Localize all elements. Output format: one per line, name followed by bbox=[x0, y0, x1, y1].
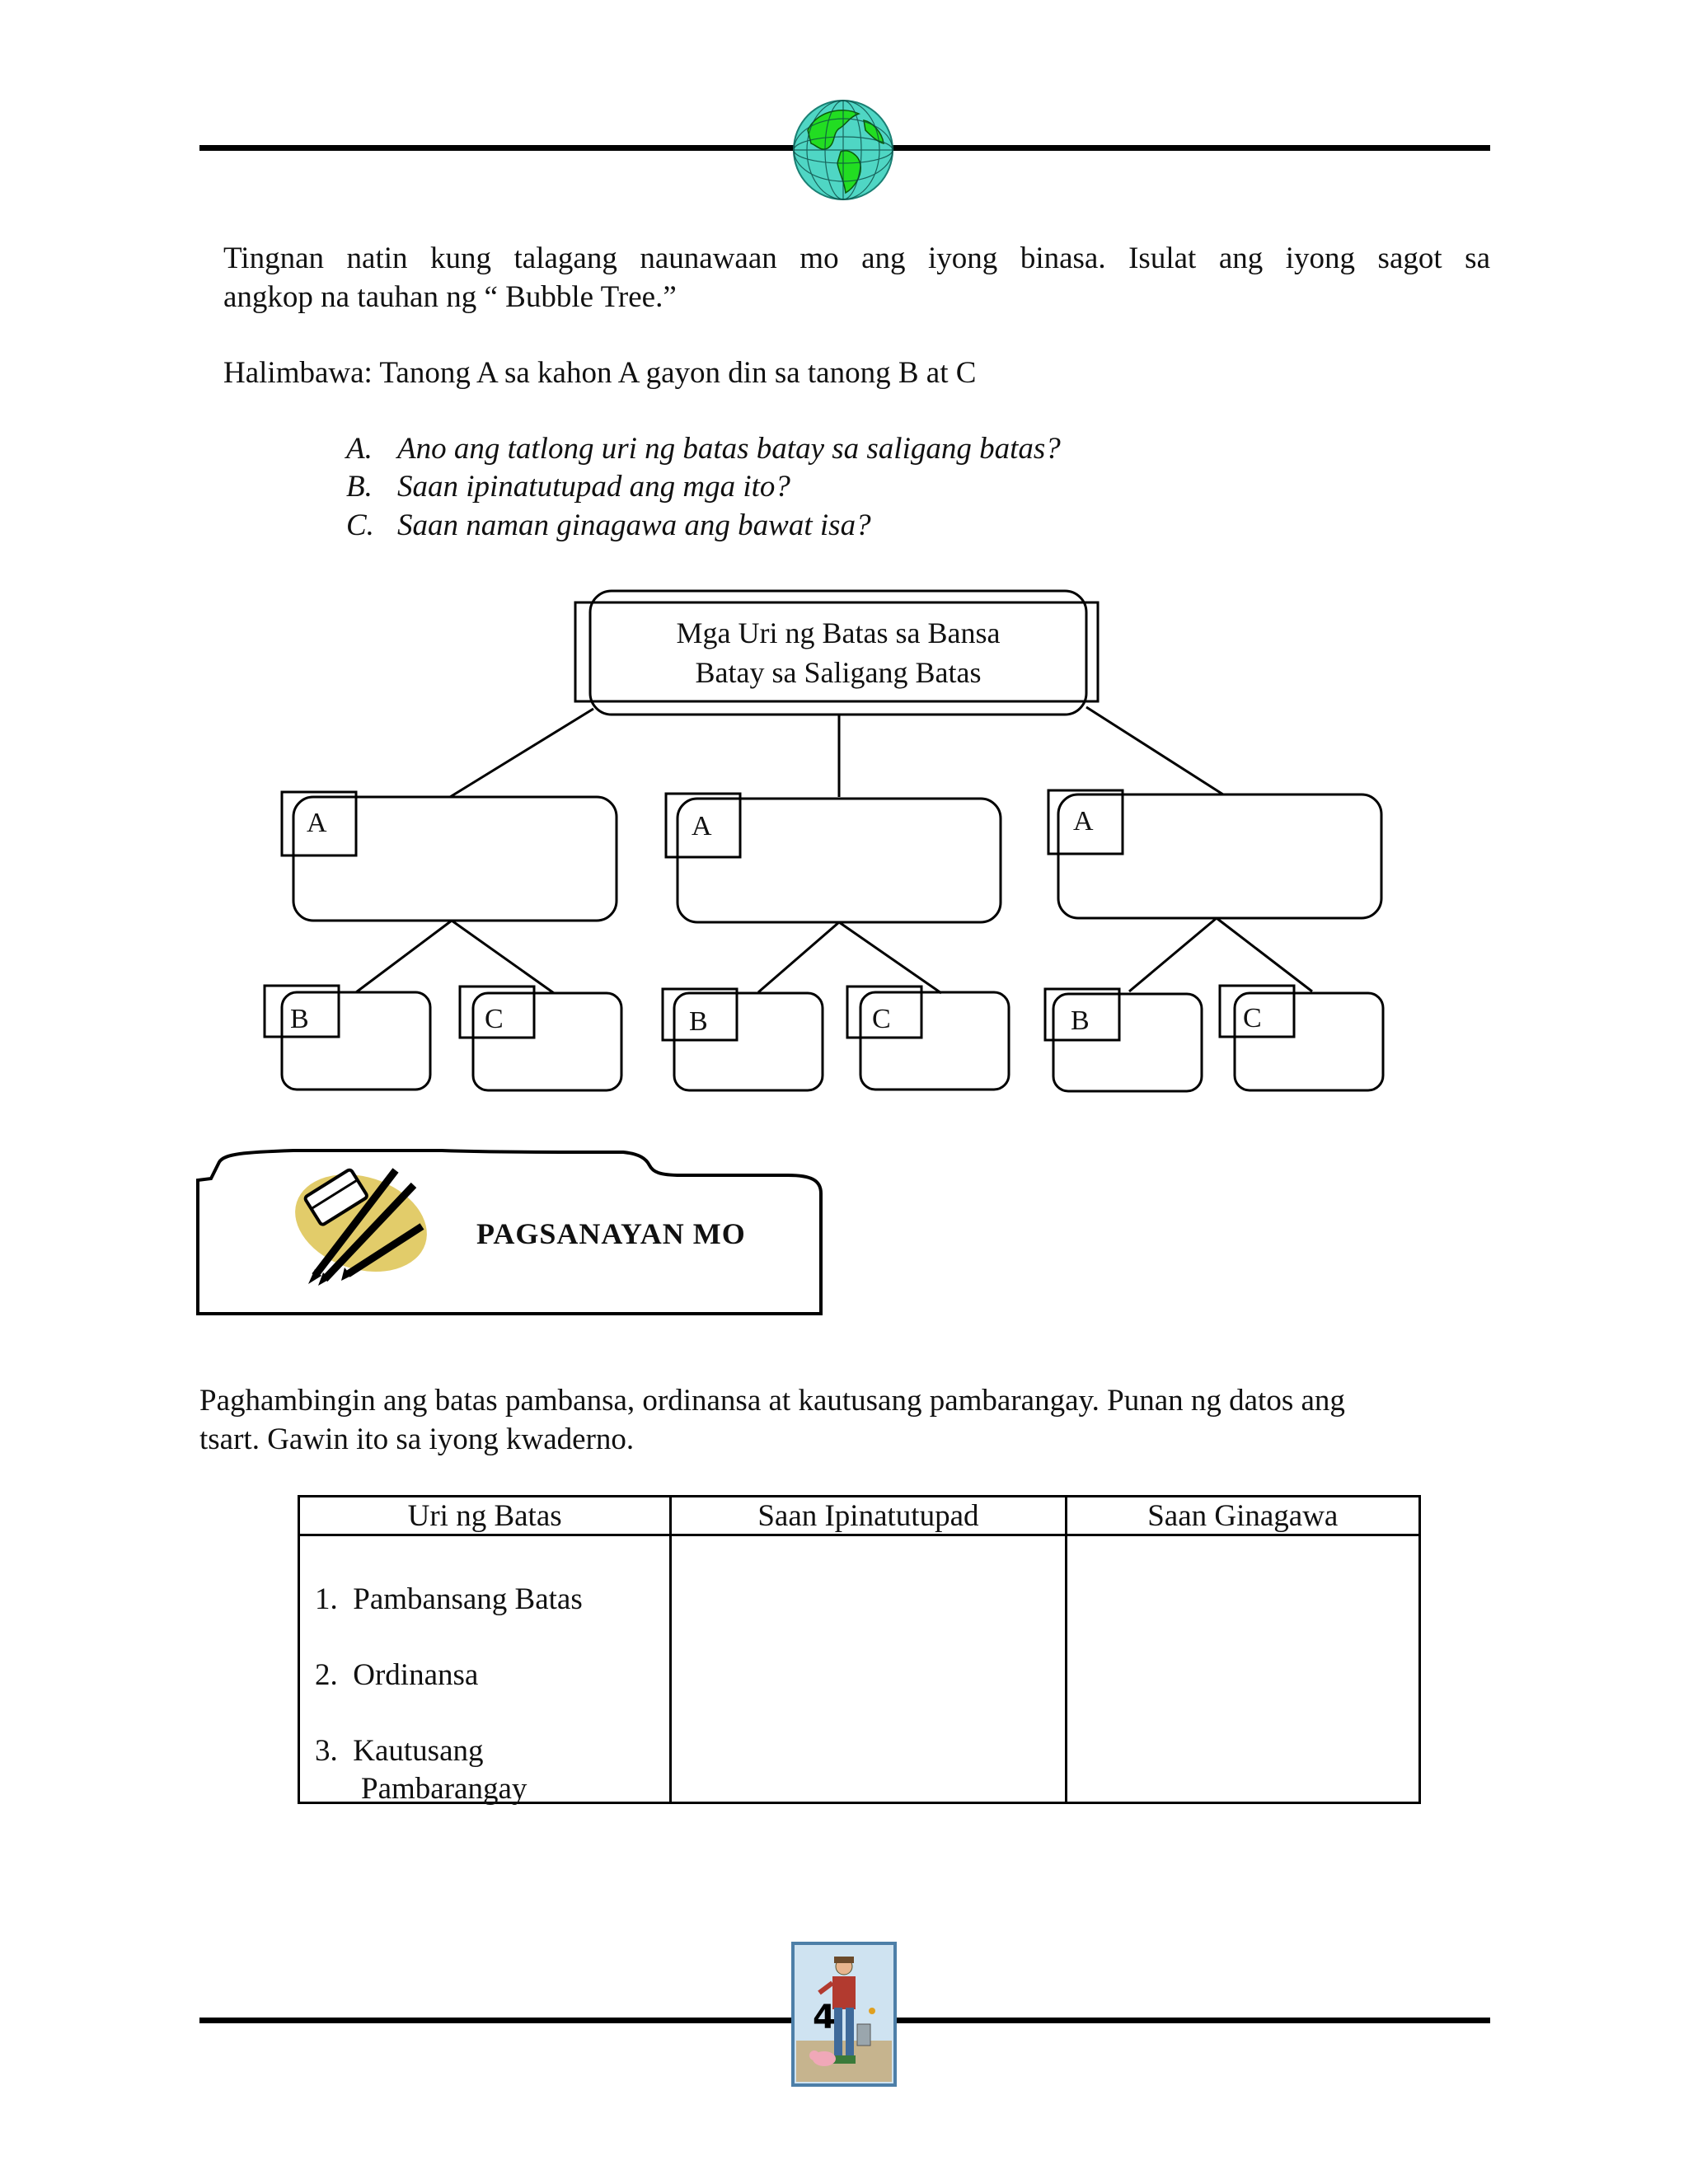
list-item bbox=[315, 1732, 484, 1770]
list-item-number: 1. bbox=[315, 1582, 338, 1616]
question-a-text: Ano ang tatlong uri ng batas batay sa saligang batas? bbox=[397, 432, 1061, 466]
bubble-a-3 bbox=[1058, 794, 1381, 918]
label-a-2: A bbox=[692, 811, 712, 841]
label-a-1: A bbox=[307, 808, 327, 838]
law-type-cell bbox=[299, 1535, 671, 1806]
root-title-line-1: Mga Uri ng Batas sa Bansa bbox=[676, 616, 1001, 649]
table-header-row bbox=[299, 1497, 1420, 1535]
question-b-text: Saan ipinatutupad ang mga ito? bbox=[397, 470, 790, 504]
label-c-1: C bbox=[485, 1004, 504, 1034]
root-title bbox=[590, 613, 1086, 692]
list-item-number: 3. bbox=[315, 1734, 338, 1768]
exercise-line-1: Paghambingin ang batas pambansa, ordinansa at kautusang pambarangay. Punan ng datos ang bbox=[199, 1384, 1345, 1418]
question-c-key: C. bbox=[346, 509, 374, 542]
comparison-table bbox=[298, 1495, 1421, 1804]
root-title-line-2: Batay sa Saligang Batas bbox=[695, 656, 982, 689]
label-b-3: B bbox=[1071, 1005, 1090, 1036]
example-line: Halimbawa: Tanong A sa kahon A gayon din sa tanong B at C bbox=[223, 356, 977, 390]
table-header-cell: Uri ng Batas bbox=[299, 1497, 671, 1535]
list-item-text: Kautusang bbox=[353, 1734, 484, 1768]
list-item bbox=[315, 1581, 583, 1619]
pencils-eraser-icon bbox=[290, 1162, 430, 1286]
label-c-2: C bbox=[872, 1004, 891, 1034]
intro-line-1: Tingnan natin kung talagang naunawaan mo ang iyong binasa. Isulat ang iyong sagot sa bbox=[223, 241, 1490, 275]
exercise-paragraph bbox=[199, 1381, 1490, 1459]
exercise-line-2: tsart. Gawin ito sa iyong kwaderno. bbox=[199, 1422, 635, 1456]
question-c-text: Saan naman ginagawa ang bawat isa? bbox=[397, 509, 871, 542]
list-item-number: 2. bbox=[315, 1658, 338, 1692]
table-header-cell: Saan Ginagawa bbox=[1066, 1497, 1419, 1535]
label-b-1: B bbox=[290, 1004, 309, 1034]
page-number: 4 bbox=[813, 1999, 836, 2036]
table-header-cell: Saan Ipinatutupad bbox=[671, 1497, 1066, 1535]
table-row bbox=[299, 1535, 1420, 1803]
farmer-illustration bbox=[791, 1942, 897, 2087]
intro-line-2: angkop na tauhan ng “ Bubble Tree.” bbox=[223, 280, 677, 314]
bubble-a-1 bbox=[293, 797, 617, 921]
list-item-text: Pambansang Batas bbox=[353, 1582, 583, 1616]
question-b-key: B. bbox=[346, 470, 373, 504]
bubble-a-2 bbox=[678, 799, 1001, 922]
label-a-3: A bbox=[1073, 806, 1094, 837]
question-a-key: A. bbox=[346, 432, 373, 466]
label-b-2: B bbox=[689, 1006, 708, 1037]
implemented-where-cell[interactable] bbox=[671, 1535, 1066, 1803]
list-item-continuation: Pambarangay bbox=[361, 1772, 528, 1806]
label-c-3: C bbox=[1243, 1003, 1262, 1033]
list-item-text: Ordinansa bbox=[353, 1658, 479, 1692]
section-title: PAGSANAYAN MO bbox=[476, 1217, 746, 1250]
footer-rule-left bbox=[199, 2018, 791, 2023]
made-where-cell[interactable] bbox=[1066, 1535, 1419, 1803]
list-item bbox=[315, 1657, 478, 1694]
footer-rule-right bbox=[897, 2018, 1490, 2023]
